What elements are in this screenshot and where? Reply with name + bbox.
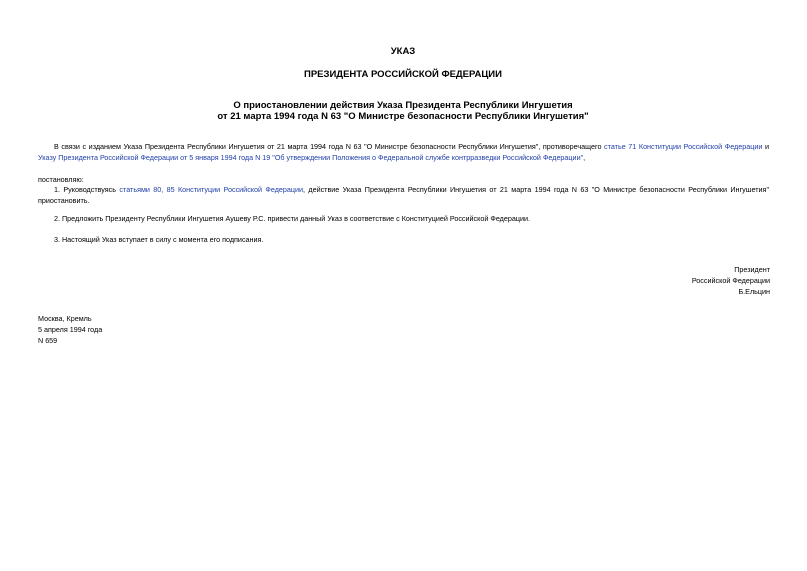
signature-title: Президент xyxy=(734,265,770,274)
decree-title: УКАЗ xyxy=(390,46,416,57)
item-2-text: 2. Предложить Президенту Республики Ингушетия Аушеву Р.С. привести данный Указ в соответствие с Конституцией Российской Федерации. xyxy=(54,214,531,223)
signing-date: 5 апреля 1994 года xyxy=(38,325,103,334)
item-1-text: , действие Указа Президента Республики Ингушетия от 21 марта 1994 года N 63 "О Министре безопасности Республики Ингушетия" приостановить. xyxy=(38,185,769,205)
decree-number: N 659 xyxy=(38,336,58,345)
subject-line-2: от 21 марта 1994 года N 63 "О Министре безопасности Республики Ингушетия" xyxy=(217,111,589,122)
item-3-text: 3. Настоящий Указ вступает в силу с момента его подписания. xyxy=(54,235,264,244)
signature-country: Российской Федерации xyxy=(691,276,770,285)
preamble-end: , xyxy=(583,153,586,162)
signature-block xyxy=(692,264,770,297)
item-2 xyxy=(38,213,769,224)
signing-place: Москва, Кремль xyxy=(38,314,92,323)
decree-issuer: ПРЕЗИДЕНТА РОССИЙСКОЙ ФЕДЕРАЦИИ xyxy=(304,69,502,80)
signature-name: Б.Ельцин xyxy=(738,287,770,296)
item-1-prefix: 1. Руководствуясь xyxy=(54,185,120,194)
item-3 xyxy=(38,234,769,245)
constitution-article-71-link[interactable]: статье 71 Конституции Российской Федерации xyxy=(604,142,763,151)
preamble-paragraph xyxy=(38,141,769,163)
subject-line-1: О приостановлении действия Указа Президента Республики Ингушетия xyxy=(233,100,573,111)
resolve-word: постановляю: xyxy=(38,175,84,184)
decree-19-link[interactable]: Указу Президента Российской Федерации от 5 января 1994 года N 19 "Об утверждении Положения о Федеральной службе контрразведки Российской Федерации" xyxy=(38,153,584,162)
preamble-text: В связи с изданием Указа Президента Республики Ингушетия от 21 марта 1994 года N 63 "О Министре безопасности Республики Ингушетия", противоречащего xyxy=(54,142,605,151)
item-1 xyxy=(38,184,769,206)
place-date-block xyxy=(38,313,102,346)
decree-subject xyxy=(38,100,768,122)
preamble-conjunction: и xyxy=(762,142,769,151)
constitution-articles-80-85-link[interactable]: статьями 80, 85 Конституции Российской Федерации xyxy=(119,185,304,194)
